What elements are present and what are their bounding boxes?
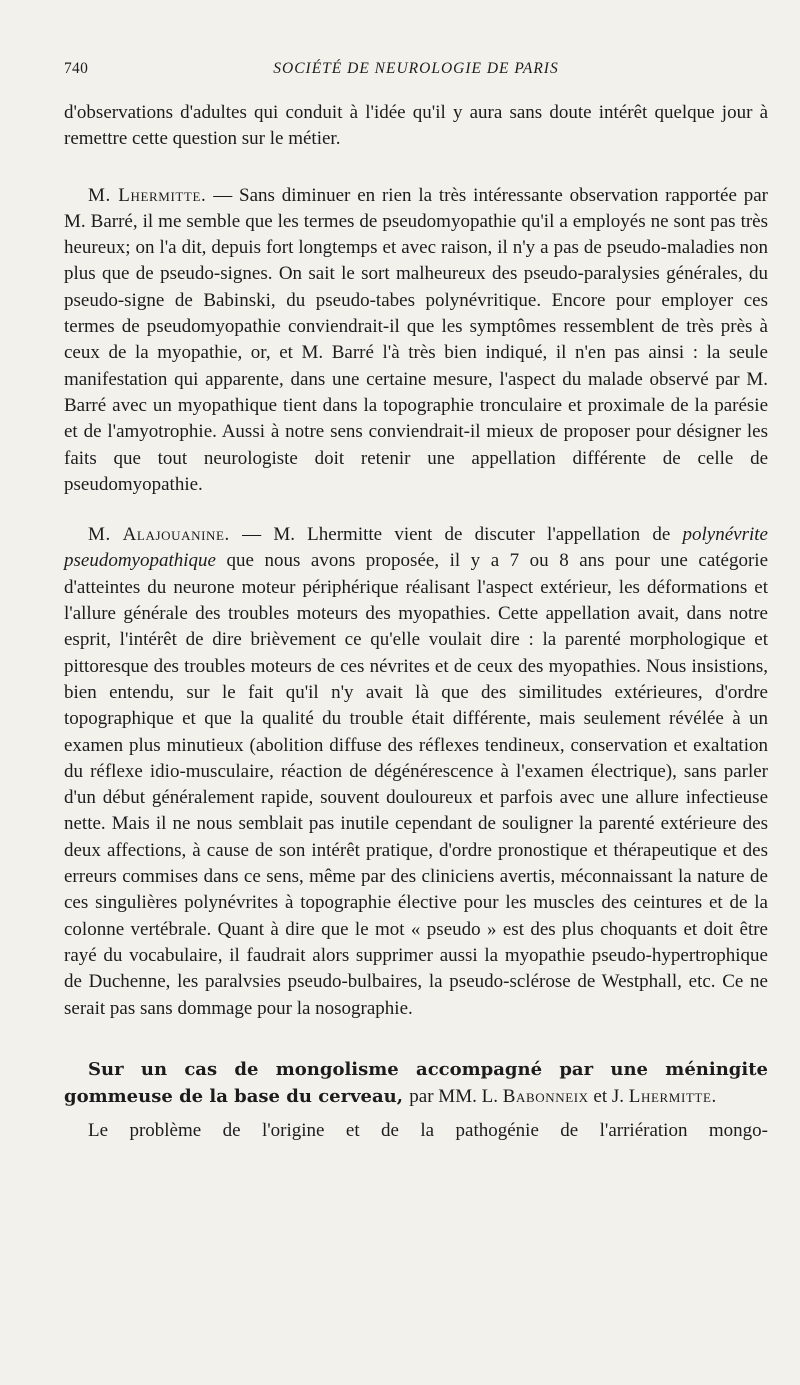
speaker-alajouanine: M. Alajouanine. xyxy=(88,524,230,546)
article-first-line: Le problème de l'origine et de la pathogénie de l'arriération mongo- xyxy=(88,1119,768,1141)
intro-paragraph: d'observations d'adultes qui conduit à l'idée qu'il y aura sans doute intérêt quelque jour à remettre cette question sur le métier. xyxy=(64,102,768,150)
alajouanine-paragraph xyxy=(64,522,768,1022)
page-number: 740 xyxy=(64,60,89,77)
alajouanine-text-b: que nous avons proposée, il y a 7 ou 8 ans pour une catégorie d'atteintes du neurone moteur périphérique réalisant l'aspect extérieur, les déformations et l'allure générale des troubles moteurs des myopathies. Cette appellation avait, dans notre esprit, l'intérêt de dire brièvement ce qu'elle voulait dire : la parenté morphologique et pittoresque des troubles moteurs de ces névrites et de ceux des myopathies. Nous insistions, bien entendu, sur le fait qu'il n'y avait là que des similitudes extérieures, d'ordre topographique et que la qualité du trouble était différente, mais seulement révélée à un examen plus minutieux (abolition diffuse des réflexes tendineux, conservation et exaltation du réflexe idio-musculaire, réaction de dégénérescence à l'examen électrique), sans parler d'un début généralement rapide, souvent douloureux et parfois avec une allure infectieuse nette. Mais il ne nous semblait pas inutile cependant de souligner la parenté extérieure des deux affections, à cause de son intérêt pratique, d'ordre pronostique et thérapeutique et des erreurs commises dans ce sens, même par des cliniciens avertis, méconnaissant la nature de ces singulières polynévrites à topographie élective pour les muscles des ceintures et de la colonne vertébrale. Quant à dire que le mot « pseudo » est des plus choquants et doit être rayé du vocabulaire, il faudrait alors supprimer aussi la myopathie pseudo-hypertrophique de Duchenne, les paralvsies pseudo-bulbaires, la pseudo-sclérose de Westphall, etc. Ce ne serait pas sans dommage pour la nosographie. xyxy=(64,550,768,1019)
paragraph-gap xyxy=(64,153,768,183)
author-babonneix: Babonneix xyxy=(502,1085,589,1107)
lhermitte-text: — Sans diminuer en rien la très intéressante observation rapportée par M. Barré, il me semble que les termes de pseudomyopathie qu'il a employés ne sont pas très heureux; on l'a dit, depuis fort longtemps et avec raison, il n'y a pas de pseudo-maladies non plus que de pseudo-signes. On sait le sort malheureux des pseudo-paralysies générales, du pseudo-signe de Babinski, du pseudo-tabes polynévritique. Encore pour employer ces termes de pseudomyopathie conviendrait-il que les symptômes ressemblent de très près à ceux de la myopathie, or, et M. Barré l'à très bien indiqué, il n'en pas ainsi : la seule manifestation qui apparente, dans une certaine mesure, l'aspect du malade observé par M. Barré avec un myopathique tient dans la topographie tronculaire et proximale de la parésie et de l'amyotrophie. Aussi à notre sens conviendrait-il mieux de proposer pour désigner les faits que tout neurologiste doit retenir une appellation différente de celle de pseudomyopathie. xyxy=(64,184,768,495)
authors-suffix: . xyxy=(711,1085,717,1107)
author-lhermitte: Lhermitte xyxy=(628,1085,712,1107)
lhermitte-paragraph xyxy=(64,183,768,499)
paragraph-gap xyxy=(64,498,768,522)
article-title-text: Sur un cas de mongolisme accompagné par une méningite gommeuse de la base du cerveau, xyxy=(64,1058,768,1107)
authors-prefix: par MM. L. xyxy=(409,1085,503,1107)
alajouanine-text-a: — M. Lhermitte vient de discuter l'appellation de xyxy=(229,524,683,546)
authors-join: et J. xyxy=(588,1085,629,1107)
journal-title: SOCIÉTÉ DE NEUROLOGIE DE PARIS xyxy=(273,60,559,77)
running-head xyxy=(64,60,768,90)
page xyxy=(64,60,768,1144)
italic-term: polynévrite pseudomyopathique xyxy=(64,524,768,572)
speaker-lhermitte: M. Lhermitte. xyxy=(88,184,207,206)
section-gap xyxy=(64,1022,768,1056)
article-authors xyxy=(409,1086,716,1107)
article-title xyxy=(64,1056,768,1110)
